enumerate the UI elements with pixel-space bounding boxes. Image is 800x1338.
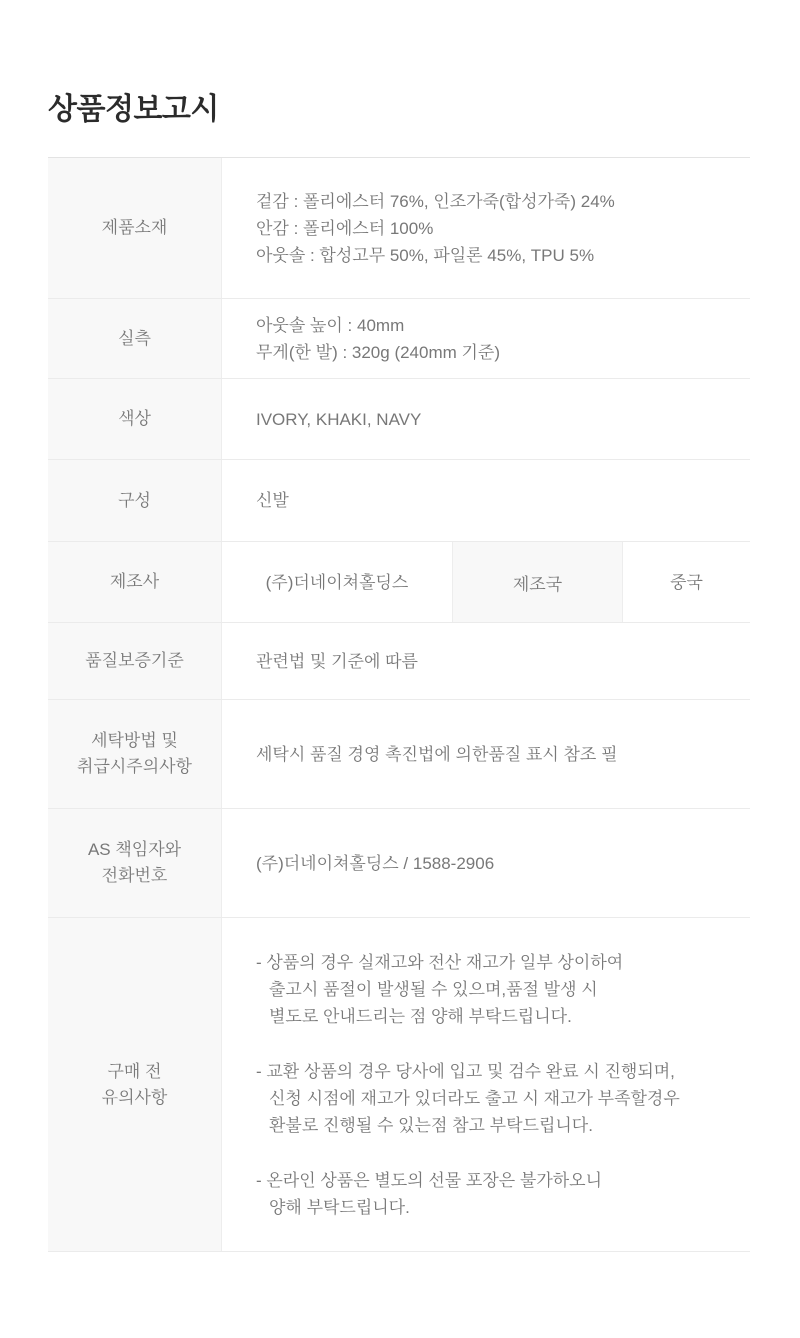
row-value-manufacturer	[222, 542, 452, 622]
label-text: 제품소재	[101, 218, 168, 237]
value-line: 안감 : 폴리에스터 100%	[256, 218, 434, 238]
row-label-as-contact	[48, 809, 222, 917]
table-row-color	[48, 379, 750, 460]
row-label-country	[452, 542, 623, 622]
row-label-color	[48, 379, 222, 459]
row-label-measurement	[48, 299, 222, 378]
page-title: 상품정보고시	[48, 93, 219, 126]
value-line: IVORY, KHAKI, NAVY	[256, 409, 422, 429]
notice-paragraph	[256, 1167, 734, 1221]
row-label-washing	[48, 700, 222, 808]
value-line: 신발	[256, 491, 289, 510]
table-row-material	[48, 158, 750, 299]
row-label-notice	[48, 918, 222, 1251]
row-label-warranty	[48, 623, 222, 699]
table-row-as-contact	[48, 809, 750, 918]
label-text: AS 책임자와	[87, 840, 182, 859]
label-text: 제조사	[109, 572, 160, 591]
value-line: 환불로 진행될 수 있는점 참고 부탁드립니다.	[269, 1115, 593, 1135]
label-text: 유의사항	[101, 1087, 168, 1107]
value-line: - 온라인 상품은 별도의 선물 포장은 불가하오니	[256, 1170, 603, 1190]
table-row-manufacturer	[48, 542, 750, 623]
row-label-manufacturer	[48, 542, 222, 622]
label-text: 구성	[118, 490, 151, 510]
table-row-measurement	[48, 299, 750, 379]
row-value-notice	[222, 918, 750, 1251]
value-line: (주)더네이쳐홀딩스	[265, 572, 409, 592]
value-line: 신청 시점에 재고가 있더라도 출고 시 재고가 부족할경우	[269, 1088, 680, 1108]
table-row-warranty	[48, 623, 750, 700]
row-value-color	[222, 379, 750, 459]
row-value-as-contact	[222, 809, 750, 917]
label-text: 실측	[118, 328, 151, 348]
table-row-composition	[48, 460, 750, 542]
label-text: 구매 전	[107, 1061, 162, 1081]
value-line: - 교환 상품의 경우 당사에 입고 및 검수 완료 시 진행되며,	[256, 1061, 675, 1081]
value-line: 양해 부탁드립니다.	[269, 1197, 410, 1217]
product-info-table	[48, 157, 750, 1252]
value-line: 별도로 안내드리는 점 양해 부탁드립니다.	[269, 1006, 572, 1026]
table-row-washing	[48, 700, 750, 809]
value-line: 겉감 : 폴리에스터 76%, 인조가죽(합성가죽) 24%	[256, 191, 615, 211]
row-value-material	[222, 158, 750, 298]
notice-paragraph	[256, 949, 734, 1030]
value-line: 출고시 품절이 발생될 수 있으며,품절 발생 시	[269, 979, 598, 999]
value-line: 중국	[670, 572, 703, 592]
value-line: 세탁시 품질 경영 촉진법에 의한품질 표시 참조 필	[256, 744, 618, 764]
value-line: 아웃솔 : 합성고무 50%, 파일론 45%, TPU 5%	[256, 245, 595, 265]
row-value-warranty	[222, 623, 750, 699]
value-line: 무게(한 발) : 320g (240mm 기준)	[256, 342, 501, 362]
value-line: 아웃솔 높이 : 40mm	[256, 315, 405, 335]
label-text: 품질보증기준	[85, 651, 184, 670]
label-text: 세탁방법 및	[91, 731, 178, 750]
row-value-country	[623, 542, 750, 622]
notice-paragraph	[256, 1058, 734, 1139]
row-label-composition	[48, 460, 222, 541]
row-value-measurement	[222, 299, 750, 378]
value-line: 관련법 및 기준에 따름	[256, 651, 418, 671]
label-text: 취급시주의사항	[77, 757, 192, 776]
value-line: (주)더네이쳐홀딩스 / 1588-2906	[256, 853, 495, 873]
label-text: 제조국	[512, 574, 563, 594]
label-text: 전화번호	[101, 866, 168, 885]
label-text: 색상	[118, 409, 151, 428]
table-row-notice	[48, 918, 750, 1252]
row-value-composition	[222, 460, 750, 541]
row-label-material	[48, 158, 222, 298]
row-value-washing	[222, 700, 750, 808]
value-line: - 상품의 경우 실재고와 전산 재고가 일부 상이하여	[256, 952, 624, 972]
